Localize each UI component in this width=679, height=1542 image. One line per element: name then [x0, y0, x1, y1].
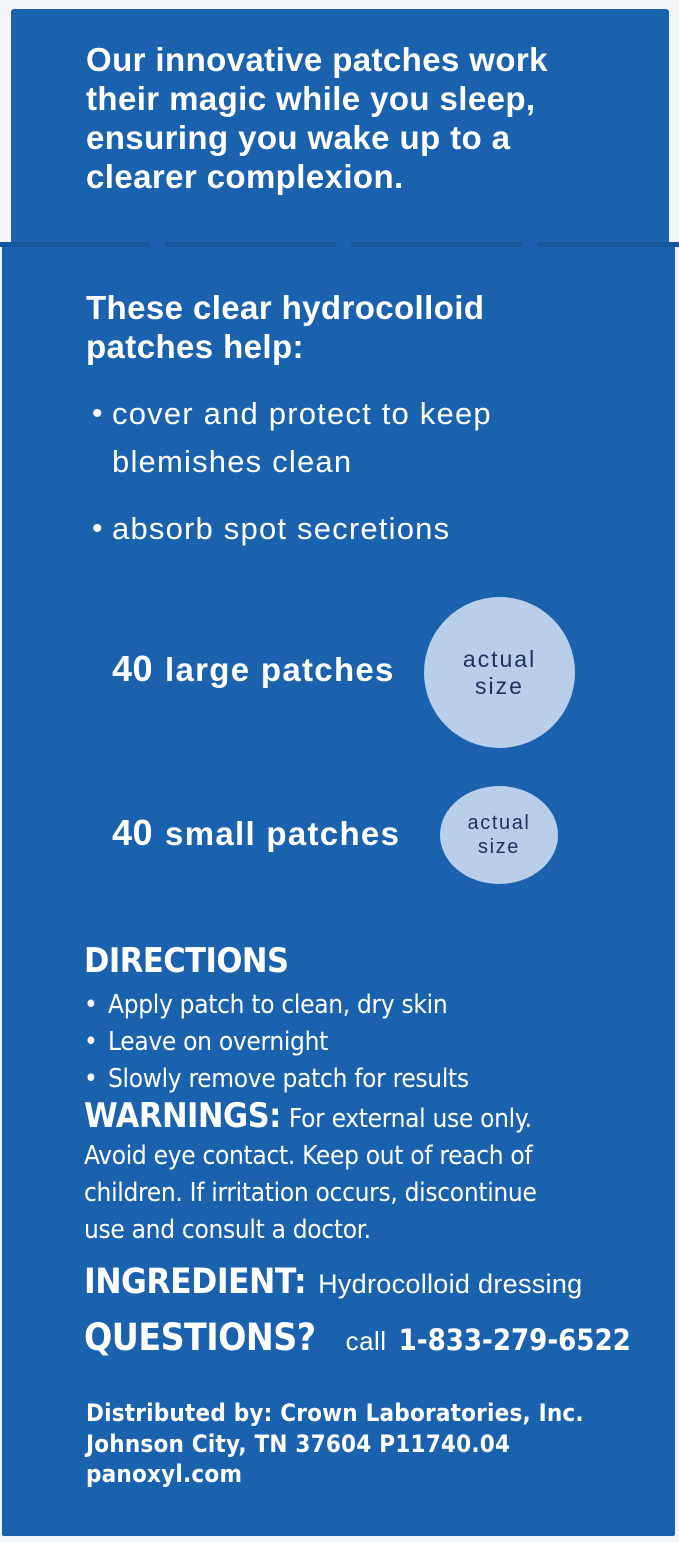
direction-text: Slowly remove patch for results [108, 1064, 469, 1094]
benefits-list [86, 390, 591, 572]
actual-size-label: actual size [467, 812, 531, 858]
benefit-text: absorb spot secretions [112, 511, 451, 546]
warnings-line: children. If irritation occurs, discontinue [84, 1178, 537, 1208]
small-patch-count: 40 [112, 812, 154, 853]
warnings-line [84, 1098, 629, 1138]
ingredient-value: Hydrocolloid dressing [318, 1269, 583, 1299]
bullet-icon: • [92, 512, 104, 545]
direction-text: Leave on overnight [108, 1027, 328, 1057]
benefits-heading: These clear hydrocolloid patches help: [86, 289, 485, 365]
bullet-icon: • [84, 990, 98, 1020]
direction-text: Apply patch to clean, dry skin [108, 990, 448, 1020]
large-patch-actual-size-circle [424, 597, 575, 748]
direction-item [84, 987, 614, 1024]
small-patch-actual-size-circle [440, 786, 558, 884]
benefit-text: cover and protect to keep blemishes clean [112, 396, 492, 479]
warnings-line: Avoid eye contact. Keep out of reach of [84, 1141, 533, 1171]
ingredient-section [84, 1262, 644, 1302]
ingredient-heading: INGREDIENT: [84, 1262, 307, 1302]
direction-item [84, 1061, 614, 1098]
call-label: call [345, 1326, 387, 1356]
bullet-icon: • [84, 1027, 98, 1057]
bullet-icon: • [92, 397, 104, 430]
intro-text: Our innovative patches work their magic while you sleep, ensuring you wake up to a clearer complexion. [86, 41, 548, 195]
directions-section [84, 943, 614, 1098]
warnings-line: use and consult a doctor. [84, 1215, 371, 1245]
warnings-section [84, 1098, 629, 1249]
large-patch-count: 40 [112, 648, 154, 689]
questions-section [84, 1316, 644, 1359]
phone-number: 1-833-279-6522 [398, 1323, 631, 1357]
benefit-item [86, 390, 591, 486]
bullet-icon: • [84, 1064, 98, 1094]
directions-heading: DIRECTIONS [84, 941, 289, 981]
warnings-heading: WARNINGS: [84, 1096, 281, 1136]
small-patch-count-label [112, 812, 400, 854]
questions-heading: QUESTIONS? [84, 1316, 316, 1359]
distributor-line: Johnson City, TN 37604 P11740.04 [86, 1429, 511, 1458]
large-patch-count-label [112, 648, 395, 690]
distributor-section [86, 1398, 606, 1490]
fold-perforation-line [0, 242, 679, 247]
distributor-line: Distributed by: Crown Laboratories, Inc. [86, 1399, 584, 1427]
large-patch-text: large patches [165, 651, 395, 688]
website-url: panoxyl.com [86, 1460, 243, 1488]
direction-item [84, 1024, 614, 1061]
small-patch-text: small patches [165, 815, 401, 852]
warnings-text: For external use only. [288, 1104, 532, 1134]
actual-size-label: actual size [462, 645, 537, 699]
benefit-item [86, 505, 591, 553]
